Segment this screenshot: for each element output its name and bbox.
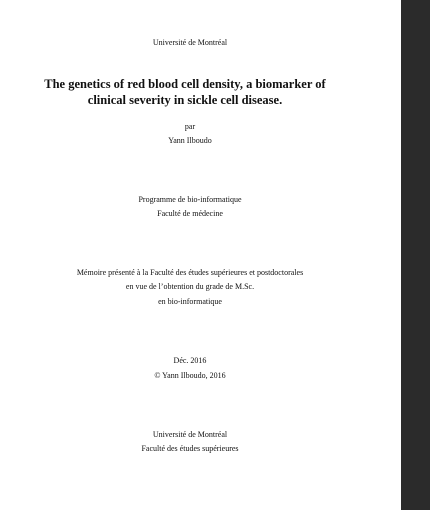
program-name: Programme de bio-informatique bbox=[138, 195, 242, 204]
faculty-name: Faculté de médecine bbox=[157, 209, 223, 218]
by-label: par bbox=[184, 122, 196, 131]
university-header: Université de Montréal bbox=[152, 38, 228, 47]
author-name: Yann Ilboudo bbox=[168, 136, 212, 145]
footer-university: Université de Montréal bbox=[152, 430, 228, 439]
memoire-statement-line-1: Mémoire présenté à la Faculté des études supérieures et postdoctorales bbox=[76, 268, 304, 277]
thesis-title-line-1: The genetics of red blood cell density, a biomarker of bbox=[44, 77, 326, 91]
memoire-statement-line-3: en bio-informatique bbox=[158, 297, 222, 306]
viewer-side-panel bbox=[401, 0, 430, 510]
memoire-statement-line-2: en vue de l’obtention du grade de M.Sc. bbox=[125, 282, 255, 291]
submission-date: Déc. 2016 bbox=[173, 356, 207, 365]
footer-faculty: Faculté des études supérieures bbox=[141, 444, 239, 453]
copyright-notice: © Yann Ilboudo, 2016 bbox=[154, 371, 226, 380]
thesis-title-line-2: clinical severity in sickle cell disease. bbox=[87, 93, 283, 107]
